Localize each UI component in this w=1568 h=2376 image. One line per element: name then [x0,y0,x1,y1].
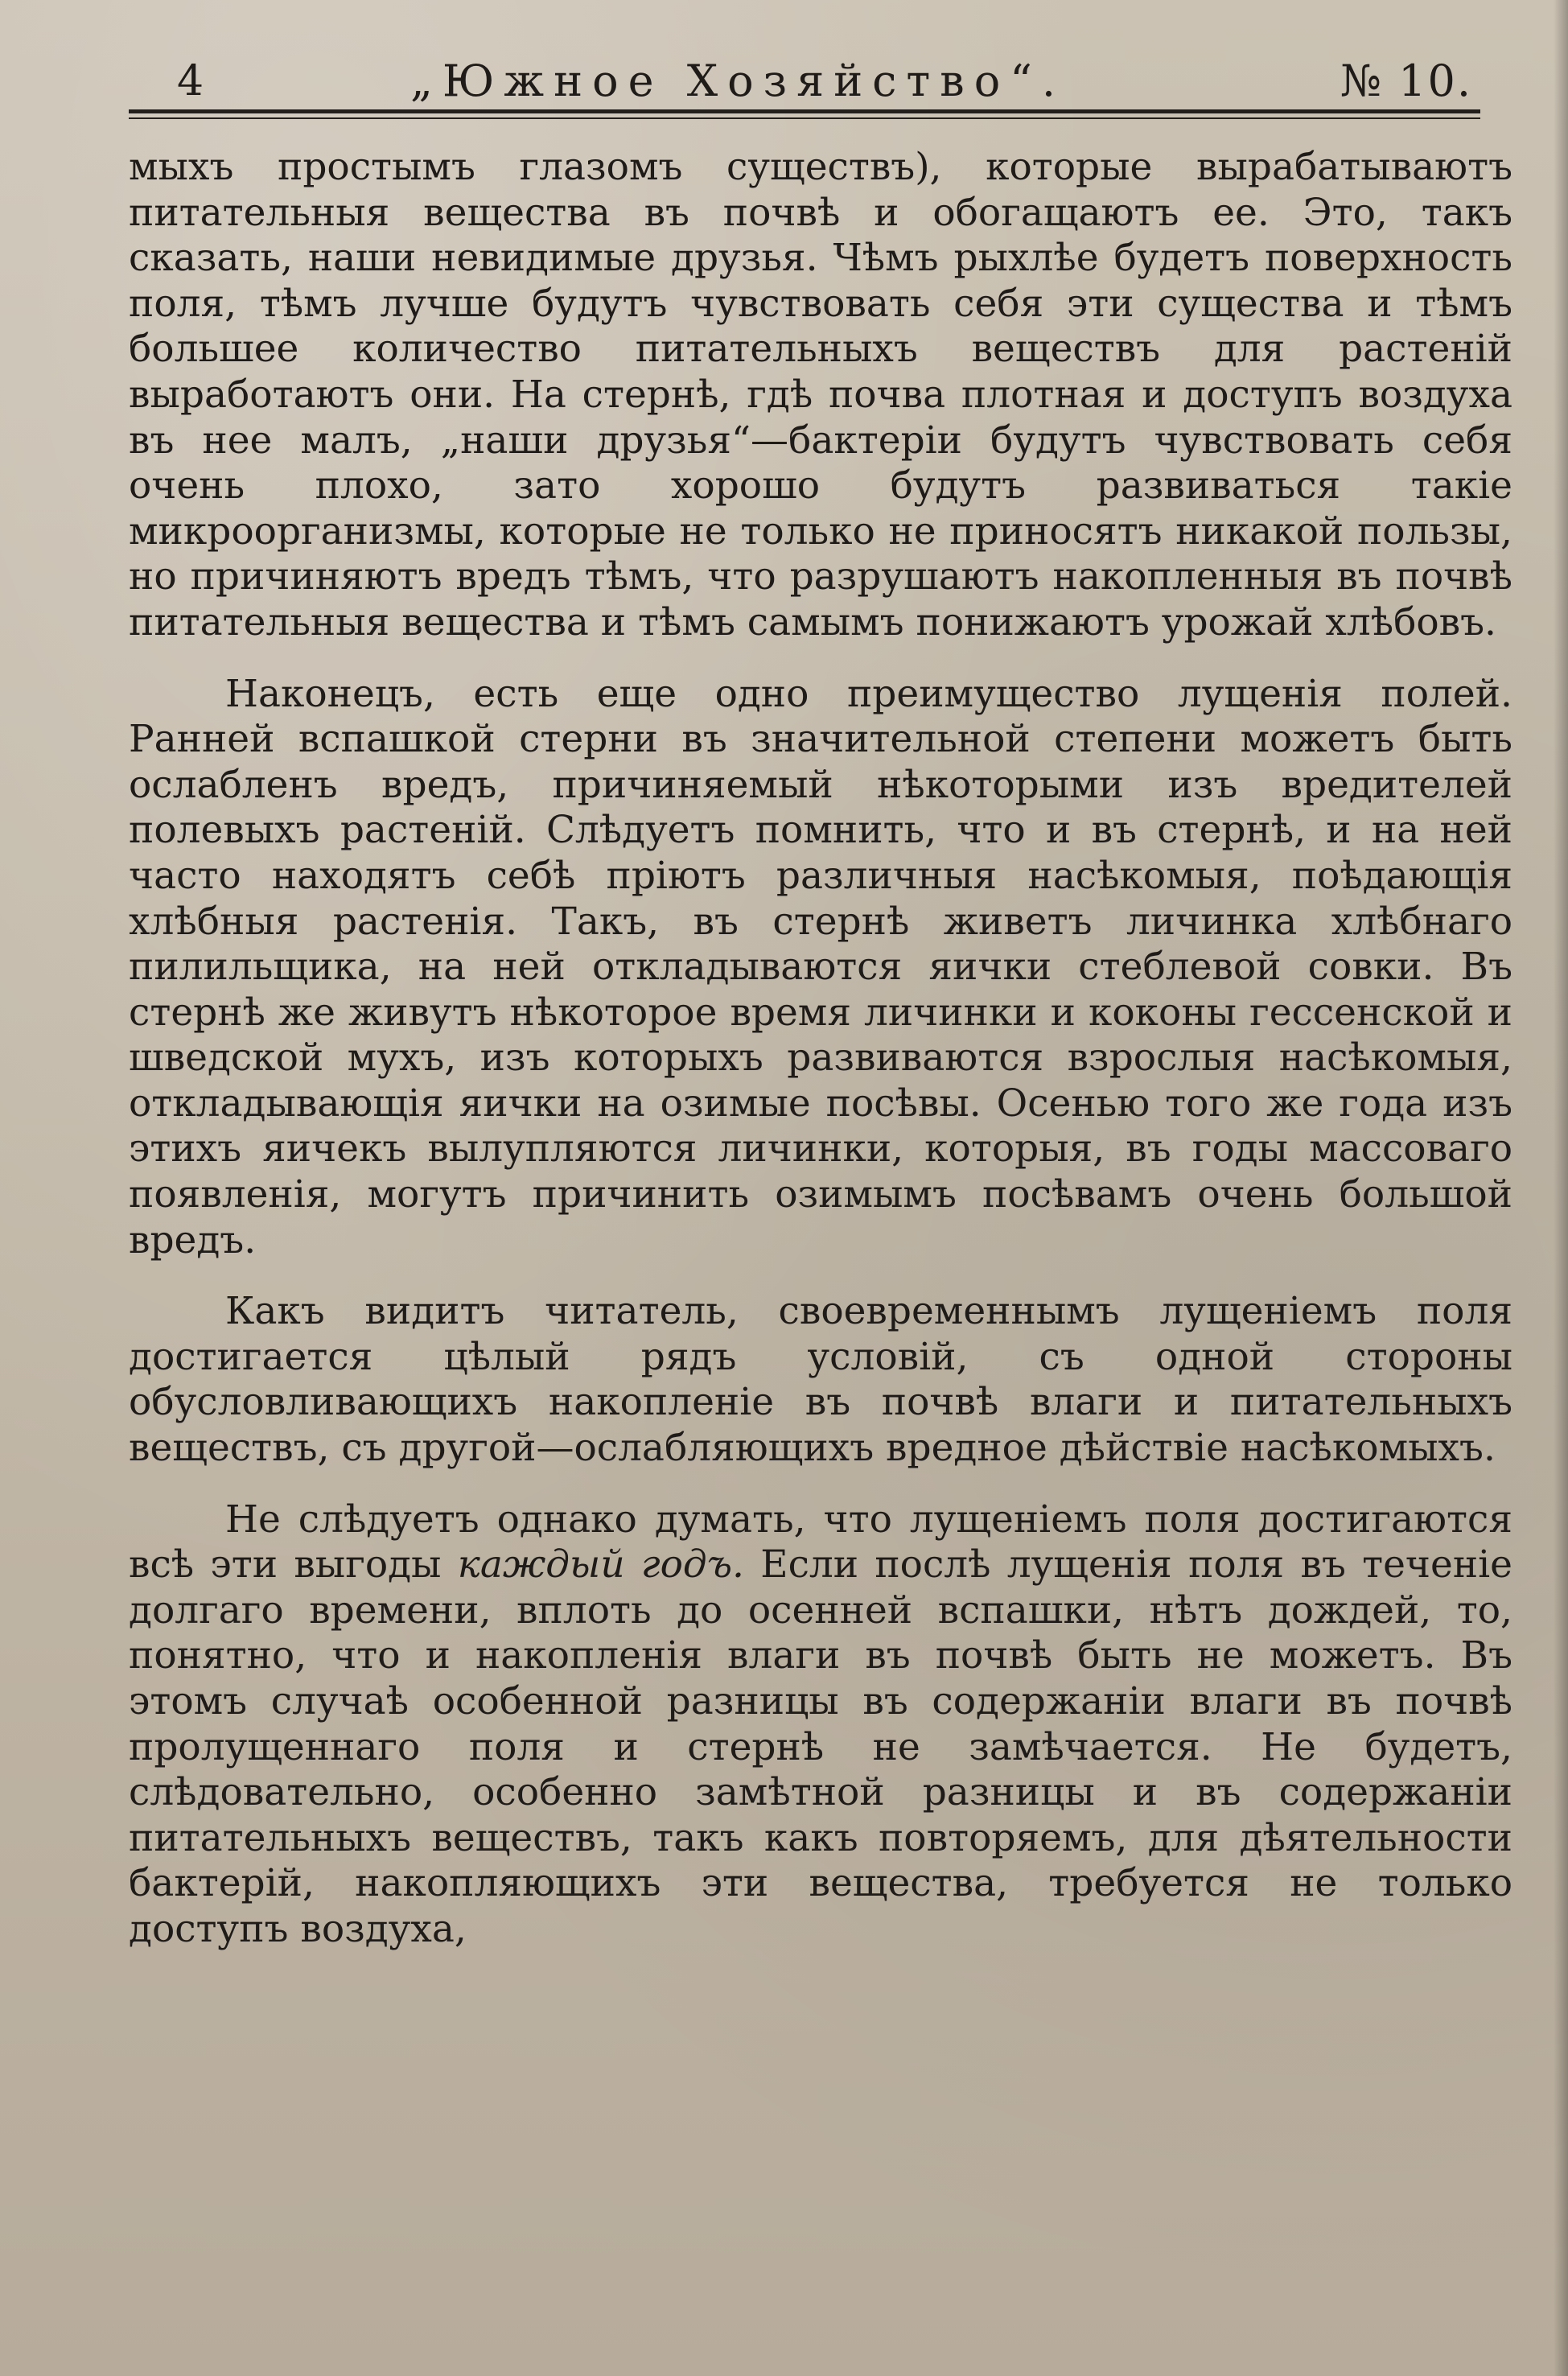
paragraph-caveat [129,1497,1512,1953]
emphasis-every-year: каждый годъ. [457,1542,744,1587]
header-rule-thick [129,109,1480,113]
running-title: „Южное Хозяйство“. [410,56,1065,106]
paragraph-pests: Наконецъ, есть еще одно преимущество лущенія полей. Ранней вспашкой стерни въ значительной степени можетъ быть ослабленъ вредъ, причиняемый нѣкоторыми изъ вредителей полевыхъ растеній. Слѣдуетъ помнить, что и въ стернѣ, и на ней часто находятъ себѣ пріютъ различныя насѣкомыя, поѣдающія хлѣбныя растенія. Такъ, въ стернѣ живетъ личинка хлѣбнаго пилильщика, на ней откладываются яички стеблевой совки. Въ стернѣ же живутъ нѣкоторое время личинки и коконы гессенской и шведской мухъ, изъ которыхъ развиваются взрослыя насѣкомыя, откладывающія яички на озимые посѣвы. Осенью того же года изъ этихъ яичекъ вылупляются личинки, которыя, въ годы массоваго появленія, могутъ причинить озимымъ посѣвамъ очень большой вредъ. [129,671,1512,1262]
paragraph-continuation: мыхъ простымъ глазомъ существъ), которые вырабатываютъ питательныя вещества въ почвѣ и обогащаютъ ее. Это, такъ сказать, наши невидимые друзья. Чѣмъ рыхлѣе будетъ поверхность поля, тѣмъ лучше будутъ чувствовать себя эти существа и тѣмъ большее количество питательныхъ веществъ для растеній выработаютъ они. На стернѣ, гдѣ почва плотная и доступъ воздуха въ нее малъ, „наши друзья“—бактеріи будутъ чувствовать себя очень плохо, зато хорошо будутъ развиваться такіе микроорганизмы, которые не только не приносятъ никакой пользы, но причиняютъ вредъ тѣмъ, что разрушаютъ накопленныя въ почвѣ питательныя вещества и тѣмъ самымъ понижаютъ урожай хлѣбовъ. [129,145,1512,644]
page-number: 4 [177,57,204,105]
page-edge-shadow [1554,0,1568,2376]
page-header [129,56,1480,106]
paragraph-summary: Какъ видитъ читатель, своевременнымъ лущеніемъ поля достигается цѣлый рядъ условій, съ одной стороны обусловливающихъ накопленіе въ почвѣ влаги и питательныхъ веществъ, съ другой—ослабляющихъ вредное дѣйствіе насѣкомыхъ. [129,1289,1512,1471]
paragraph-caveat-text-before: Не слѣдуетъ однако думать, что лущеніемъ поля достигаются всѣ эти выгоды [129,1497,1512,1587]
header-rule-thin [129,117,1480,119]
issue-number: № 10. [1340,56,1472,106]
article-body [129,145,1512,1953]
paragraph-caveat-text-after: Если послѣ лущенія поля въ теченіе долгаго времени, вплоть до осенней вспашки, нѣтъ дождей, то, понятно, что и накопленія влаги въ почвѣ быть не можетъ. Въ этомъ случаѣ особенной разницы въ содержаніи влаги въ почвѣ пролущеннаго поля и стернѣ не замѣчается. Не будетъ, слѣдовательно, особенно замѣтной разницы и въ содержаніи питательныхъ веществъ, такъ какъ повторяемъ, для дѣятельности бактерій, накопляющихъ эти вещества, требуется не только доступъ воздуха, [129,1542,1512,1951]
